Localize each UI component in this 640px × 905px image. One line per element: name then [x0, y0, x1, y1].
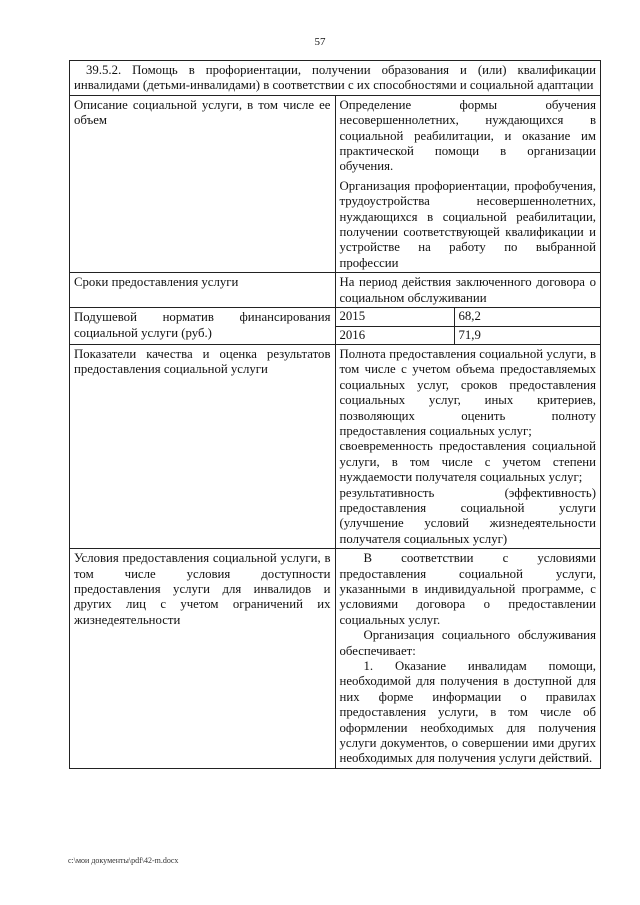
description-label: Описание социальной услуги, в том числе ее объем: [70, 95, 336, 272]
conditions-paragraph-2: Организация социального обслуживания обеспечивает:: [339, 628, 596, 658]
norms-year-cell: 2015: [336, 308, 455, 326]
conditions-row: [70, 549, 601, 769]
table-row: [336, 308, 601, 326]
description-paragraph-1: Определение формы обучения несовершеннолетних, нуждающихся в социальной реабилитации, и оказание им практической помощи в организации обучения.: [339, 97, 596, 174]
footer-file-path: c:\мои документы\pdf\42-m.docx: [68, 856, 179, 865]
quality-paragraph-1: Полнота предоставления социальной услуги, в том числе с учетом объема предоставляемых социальных услуг, сроков предоставления социальных услуг, иных критериев, позволяющих оценить полноту предоставления социальных услуг;: [339, 346, 596, 438]
norms-year-cell: 2016: [336, 326, 455, 344]
quality-label: Показатели качества и оценка результатов предоставления социальной услуги: [70, 344, 336, 548]
header-row: [70, 61, 601, 96]
terms-row: [70, 273, 601, 308]
norms-row: [70, 308, 601, 345]
description-paragraph-2: Организация профориентации, профобучения, трудоустройства несовершеннолетних, нуждающихся в социальной реабилитации, получении соответствующей квалификации и устройстве на работу по выбранной профессии: [339, 178, 596, 270]
table-row: [336, 326, 601, 344]
norms-amount-cell: 71,9: [454, 326, 600, 344]
description-value: [335, 95, 601, 272]
conditions-value: [335, 549, 601, 769]
service-title: 39.5.2. Помощь в профориентации, получении образования и (или) квалификации инвалидами (детьми-инвалидами) в соответствии с их способностями и социальной адаптации: [70, 61, 601, 96]
quality-paragraph-2: своевременность предоставления социальной услуги, в том числе с учетом степени нуждаемости получателя социальных услуг;: [339, 439, 596, 485]
norms-inner-table: [336, 308, 601, 344]
conditions-paragraph-3: 1. Оказание инвалидам помощи, необходимой для получения в доступной для них форме информации о правилах предоставления услуги, в том числе об оформлении необходимых для получения услуги документов, о совершении ими других необходимых для получения услуги действий.: [339, 659, 596, 766]
service-table: [69, 60, 601, 769]
quality-row: [70, 344, 601, 548]
terms-value: На период действия заключенного договора о социальном обслуживании: [335, 273, 601, 308]
quality-value: [335, 344, 601, 548]
norms-label: Подушевой норматив финансирования социальной услуги (руб.): [70, 308, 336, 345]
norms-amount-cell: 68,2: [454, 308, 600, 326]
conditions-label: Условия предоставления социальной услуги, в том числе условия доступности предоставления услуги для инвалидов и других лиц с учетом ограничений их жизнедеятельности: [70, 549, 336, 769]
terms-label: Сроки предоставления услуги: [70, 273, 336, 308]
page-number: 57: [314, 36, 326, 48]
description-row: [70, 95, 601, 272]
norms-value: [335, 308, 601, 345]
quality-paragraph-3: результативность (эффективность) предоставления социальной услуги (улучшение условий жизнедеятельности получателя социальных услуг): [339, 485, 596, 546]
conditions-paragraph-1: В соответствии с условиями предоставления социальной услуги, указанными в индивидуальной программе, с условиями договора о предоставлении социальных услуг.: [339, 551, 596, 627]
